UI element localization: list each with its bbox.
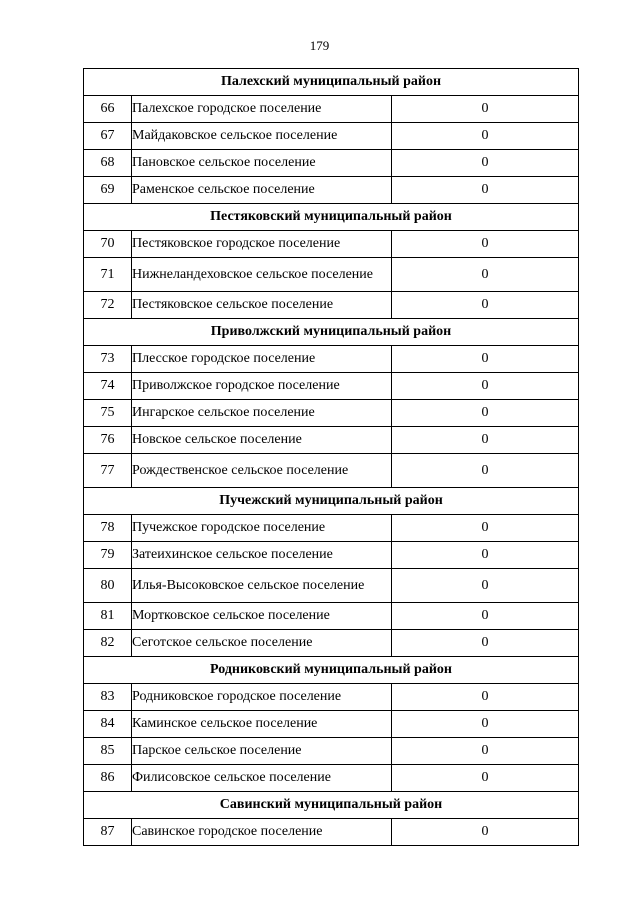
value-cell: 0 [392, 96, 579, 123]
value-cell: 0 [392, 454, 579, 488]
value-cell: 0 [392, 711, 579, 738]
value-cell: 0 [392, 400, 579, 427]
section-header-row [84, 657, 579, 684]
table-row [84, 738, 579, 765]
value-cell: 0 [392, 123, 579, 150]
row-number-cell: 86 [84, 765, 132, 792]
row-number-cell: 87 [84, 819, 132, 846]
settlement-name-cell: Парское сельское поселение [132, 738, 392, 765]
settlement-name-cell: Приволжское городское поселение [132, 373, 392, 400]
row-number-cell: 79 [84, 542, 132, 569]
settlement-name-cell: Илья-Высоковское сельское поселение [132, 569, 392, 603]
value-cell: 0 [392, 292, 579, 319]
value-cell: 0 [392, 765, 579, 792]
settlement-name-cell: Пестяковское городское поселение [132, 231, 392, 258]
settlement-name-cell: Плесское городское поселение [132, 346, 392, 373]
settlement-name-cell: Сеготское сельское поселение [132, 630, 392, 657]
settlement-name-cell: Пестяковское сельское поселение [132, 292, 392, 319]
value-cell: 0 [392, 231, 579, 258]
row-number-cell: 85 [84, 738, 132, 765]
section-header-row [84, 204, 579, 231]
settlement-name-cell: Родниковское городское поселение [132, 684, 392, 711]
section-title: Палехский муниципальный район [84, 69, 579, 96]
section-header-row [84, 319, 579, 346]
table-row [84, 373, 579, 400]
table-row [84, 292, 579, 319]
table-row [84, 684, 579, 711]
value-cell: 0 [392, 630, 579, 657]
row-number-cell: 69 [84, 177, 132, 204]
row-number-cell: 82 [84, 630, 132, 657]
row-number-cell: 74 [84, 373, 132, 400]
row-number-cell: 76 [84, 427, 132, 454]
settlement-name-cell: Савинское городское поселение [132, 819, 392, 846]
table-row [84, 819, 579, 846]
settlement-name-cell: Рождественское сельское поселение [132, 454, 392, 488]
table-row [84, 542, 579, 569]
table-row [84, 569, 579, 603]
table-row [84, 96, 579, 123]
settlement-name-cell: Майдаковское сельское поселение [132, 123, 392, 150]
row-number-cell: 70 [84, 231, 132, 258]
table-row [84, 630, 579, 657]
section-title: Пучежский муниципальный район [84, 488, 579, 515]
section-header-row [84, 792, 579, 819]
table-row [84, 258, 579, 292]
table-row [84, 427, 579, 454]
section-header-row [84, 69, 579, 96]
row-number-cell: 72 [84, 292, 132, 319]
row-number-cell: 80 [84, 569, 132, 603]
table-row [84, 515, 579, 542]
settlement-name-cell: Пучежское городское поселение [132, 515, 392, 542]
settlement-name-cell: Палехское городское поселение [132, 96, 392, 123]
value-cell: 0 [392, 258, 579, 292]
page-number: 179 [309, 38, 330, 53]
settlement-name-cell: Каминское сельское поселение [132, 711, 392, 738]
section-title: Приволжский муниципальный район [84, 319, 579, 346]
value-cell: 0 [392, 150, 579, 177]
row-number-cell: 78 [84, 515, 132, 542]
value-cell: 0 [392, 177, 579, 204]
row-number-cell: 73 [84, 346, 132, 373]
table-row [84, 177, 579, 204]
row-number-cell: 67 [84, 123, 132, 150]
section-title: Родниковский муниципальный район [84, 657, 579, 684]
table-row [84, 765, 579, 792]
row-number-cell: 68 [84, 150, 132, 177]
settlement-name-cell: Раменское сельское поселение [132, 177, 392, 204]
value-cell: 0 [392, 569, 579, 603]
settlement-name-cell: Нижнеландеховское сельское поселение [132, 258, 392, 292]
row-number-cell: 81 [84, 603, 132, 630]
row-number-cell: 71 [84, 258, 132, 292]
settlement-name-cell: Ингарское сельское поселение [132, 400, 392, 427]
value-cell: 0 [392, 738, 579, 765]
value-cell: 0 [392, 346, 579, 373]
value-cell: 0 [392, 603, 579, 630]
value-cell: 0 [392, 373, 579, 400]
value-cell: 0 [392, 542, 579, 569]
table-row [84, 346, 579, 373]
value-cell: 0 [392, 684, 579, 711]
table-row [84, 603, 579, 630]
settlement-name-cell: Пановское сельское поселение [132, 150, 392, 177]
value-cell: 0 [392, 819, 579, 846]
settlements-table [83, 68, 579, 846]
settlement-name-cell: Затеихинское сельское поселение [132, 542, 392, 569]
settlement-name-cell: Филисовское сельское поселение [132, 765, 392, 792]
section-title: Пестяковский муниципальный район [84, 204, 579, 231]
section-header-row [84, 488, 579, 515]
table-row [84, 711, 579, 738]
row-number-cell: 66 [84, 96, 132, 123]
table-body [84, 69, 579, 846]
settlement-name-cell: Новское сельское поселение [132, 427, 392, 454]
row-number-cell: 84 [84, 711, 132, 738]
table-row [84, 150, 579, 177]
value-cell: 0 [392, 427, 579, 454]
row-number-cell: 75 [84, 400, 132, 427]
table-row [84, 454, 579, 488]
section-title: Савинский муниципальный район [84, 792, 579, 819]
row-number-cell: 77 [84, 454, 132, 488]
settlement-name-cell: Мортковское сельское поселение [132, 603, 392, 630]
table-row [84, 231, 579, 258]
row-number-cell: 83 [84, 684, 132, 711]
table-row [84, 123, 579, 150]
table-row [84, 400, 579, 427]
value-cell: 0 [392, 515, 579, 542]
